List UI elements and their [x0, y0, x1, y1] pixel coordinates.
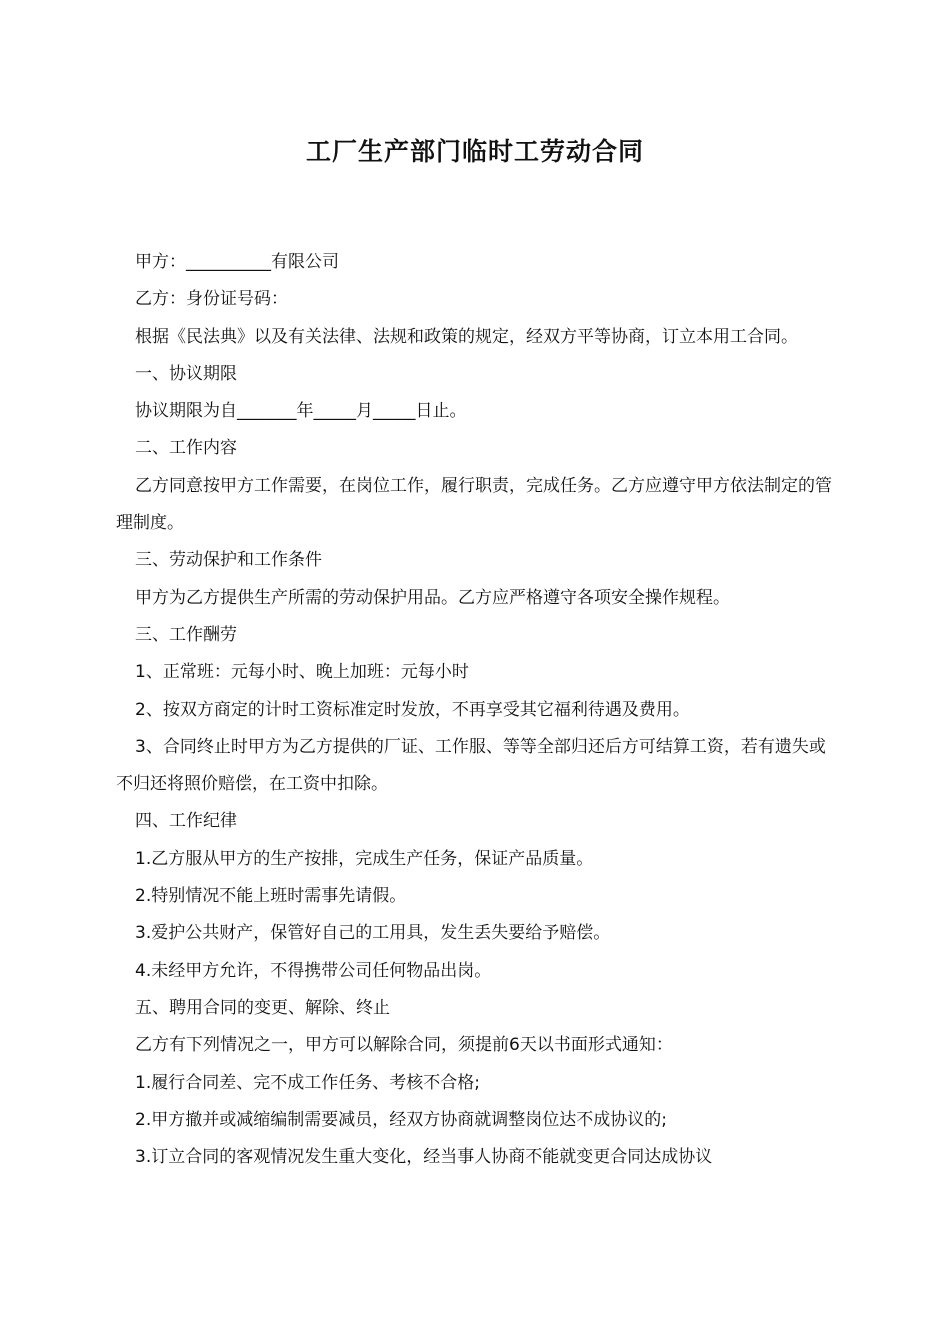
section-heading-labor-protection: 三、劳动保护和工作条件 [135, 550, 322, 571]
party-a-line: 甲方：__________有限公司 [135, 252, 339, 272]
preamble-paragraph: 根据《民法典》以及有关法律、法规和政策的规定，经双方平等协商，订立本用工合同。 [135, 326, 798, 347]
termination-intro-paragraph: 乙方有下列情况之一，甲方可以解除合同，须提前6天以书面形式通知： [135, 1035, 673, 1056]
remuneration-item-2: 2、按双方商定的计时工资标准定时发放，不再享受其它福利待遇及费用。 [135, 699, 690, 720]
section-heading-contract-change: 五、聘用合同的变更、解除、终止 [135, 997, 390, 1018]
section-heading-work-content: 二、工作内容 [135, 438, 237, 459]
section-heading-term: 一、协议期限 [135, 363, 237, 384]
termination-item-1: 1.履行合同差、完不成工作任务、考核不合格; [135, 1072, 480, 1093]
termination-item-3: 3.订立合同的客观情况发生重大变化，经当事人协商不能就变更合同达成协议 [135, 1147, 713, 1168]
discipline-item-4: 4.未经甲方允许，不得携带公司任何物品出岗。 [135, 960, 492, 981]
discipline-item-1: 1.乙方服从甲方的生产按排，完成生产任务，保证产品质量。 [135, 848, 594, 869]
remuneration-item-3: 3、合同终止时甲方为乙方提供的厂证、工作服、等等全部归还后方可结算工资，若有遗失或不归还将照价赔偿，在工资中扣除。 [116, 736, 826, 795]
discipline-item-3: 3.爱护公共财产，保管好自己的工用具，发生丢失要给予赔偿。 [135, 923, 611, 944]
document-body [116, 244, 836, 1176]
work-content-paragraph: 乙方同意按甲方工作需要，在岗位工作，履行职责，完成任务。乙方应遵守甲方依法制定的管理制度。 [116, 475, 832, 534]
remuneration-item-1: 1、正常班：元每小时、晚上加班：元每小时 [135, 662, 469, 683]
section-heading-discipline: 四、工作纪律 [135, 811, 237, 832]
term-paragraph: 协议期限为自_______年_____月_____日止。 [135, 401, 467, 422]
termination-item-2: 2.甲方撤并或减缩编制需要减员，经双方协商就调整岗位达不成协议的; [135, 1109, 667, 1130]
discipline-item-2: 2.特别情况不能上班时需事先请假。 [135, 886, 407, 907]
labor-protection-paragraph: 甲方为乙方提供生产所需的劳动保护用品。乙方应严格遵守各项安全操作规程。 [135, 587, 730, 608]
section-heading-remuneration: 三、工作酬劳 [135, 624, 237, 645]
document-title: 工厂生产部门临时工劳动合同 [305, 137, 644, 166]
party-b-line: 乙方：身份证号码： [135, 289, 288, 310]
